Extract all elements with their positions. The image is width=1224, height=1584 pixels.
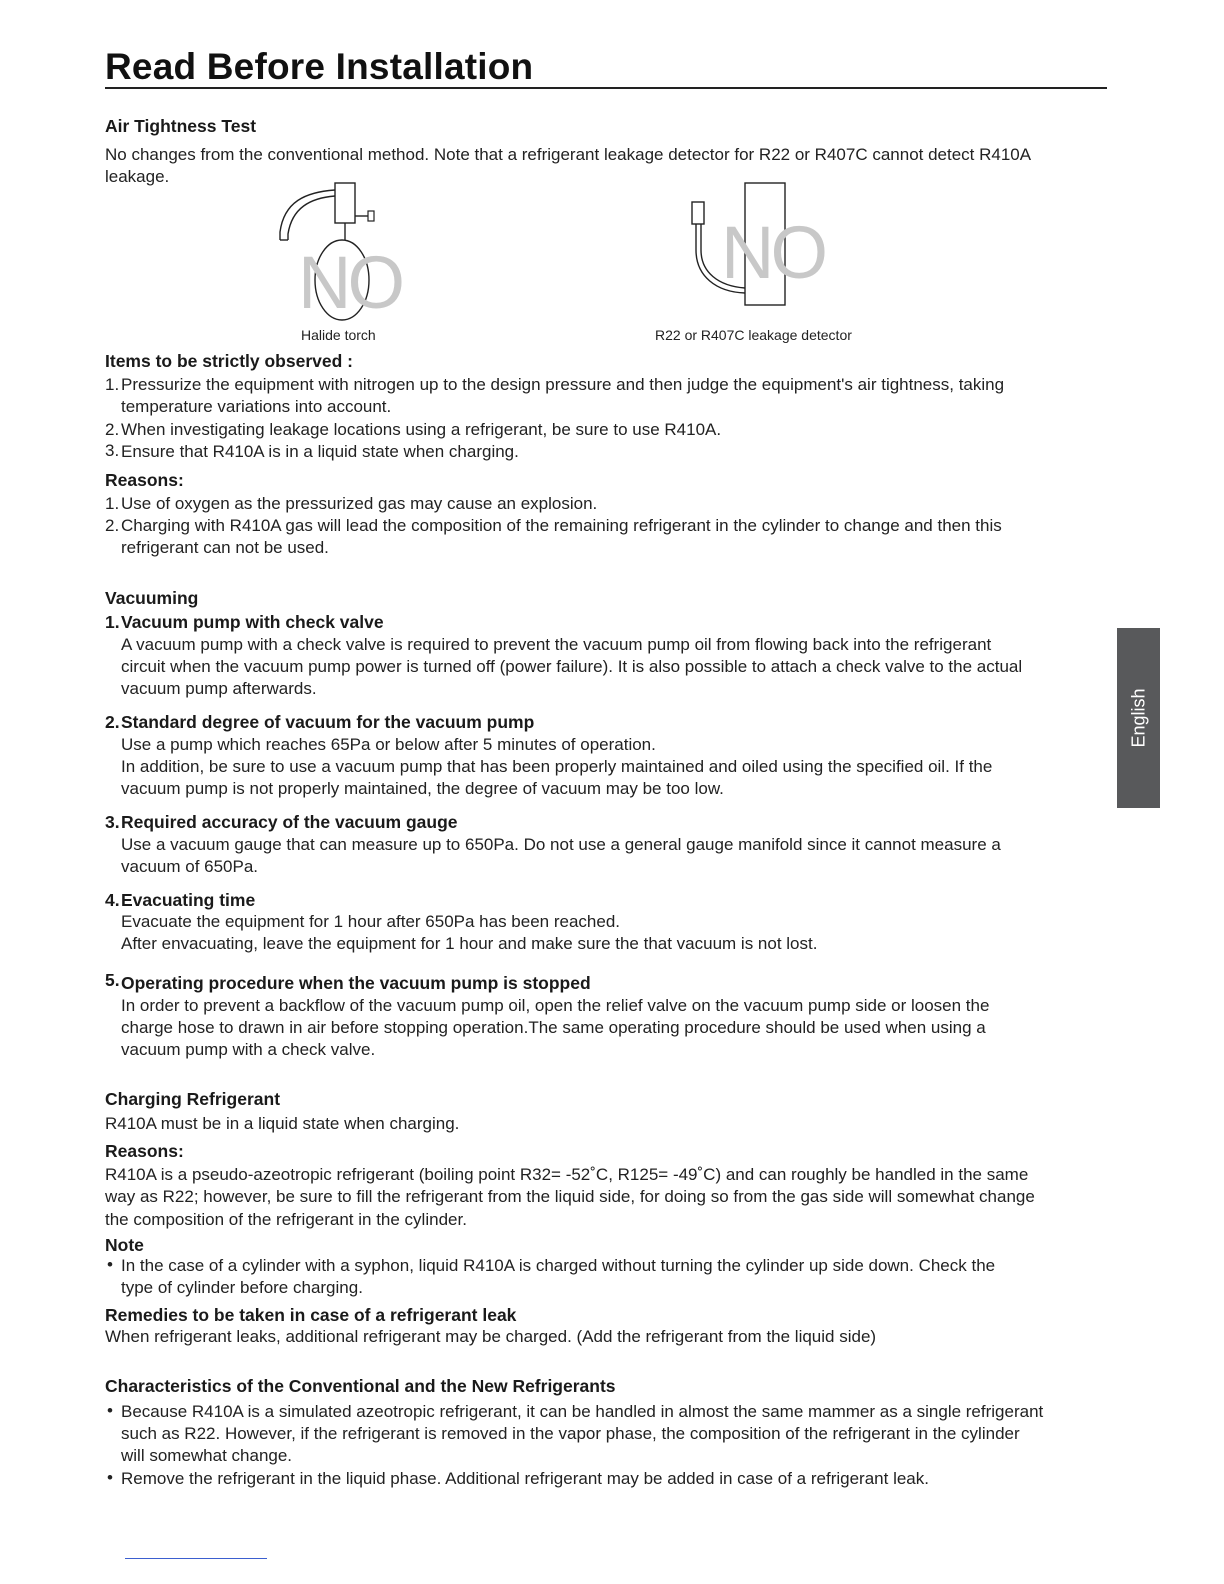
observe-item-3-line1: Ensure that R410A is in a liquid state when charging.	[121, 442, 519, 461]
vac-item-1-line3: vacuum pump afterwards.	[121, 679, 317, 698]
page-title: Read Before Installation	[105, 46, 534, 87]
vac-item-5-title: Operating procedure when the vacuum pump is stopped	[121, 973, 591, 993]
vac-item-3-line1: Use a vacuum gauge that can measure up to 650Pa. Do not use a general gauge manifold since it cannot measure a	[121, 835, 1001, 854]
air-tightness-heading: Air Tightness Test	[105, 116, 257, 136]
characteristics-heading: Characteristics of the Conventional and the New Refrigerants	[105, 1376, 616, 1396]
note-bullet: •	[107, 1255, 113, 1274]
vac-item-2-line2: In addition, be sure to use a vacuum pump that has been properly maintained and oiled using the specified oil. If the	[121, 757, 993, 776]
vac-item-5-line3: vacuum pump with a check valve.	[121, 1040, 376, 1059]
vac-item-1-line2: circuit when the vacuum pump power is turned off (power failure). It is also possible to attach a check valve to the actual	[121, 657, 1023, 676]
vac-item-1-title: Vacuum pump with check valve	[121, 612, 384, 632]
halide-torch-no-mark: NO	[298, 241, 401, 324]
charging-heading: Charging Refrigerant	[105, 1089, 281, 1109]
vac-item-2-num: 2.	[105, 712, 120, 732]
char-bullet-2-line1: Remove the refrigerant in the liquid phase. Additional refrigerant may be added in case of a refrigerant leak.	[121, 1469, 929, 1488]
title-underline	[105, 87, 1107, 89]
footer-rule	[125, 1558, 267, 1559]
vac-item-5-line1: In order to prevent a backflow of the vacuum pump oil, open the relief valve on the vacuum pump side or loosen the	[121, 996, 990, 1015]
vac-item-1-line1: A vacuum pump with a check valve is required to prevent the vacuum pump oil from flowing back into the refrigerant	[121, 635, 992, 654]
vac-item-3-title: Required accuracy of the vacuum gauge	[121, 812, 458, 832]
char-bullet-2-dot: •	[107, 1468, 113, 1487]
air-reason-1-num: 1.	[105, 494, 120, 513]
air-reasons-heading: Reasons:	[105, 470, 184, 490]
vac-item-5-line2: charge hose to drawn in air before stopping operation.The same operating procedure should be used when using a	[121, 1018, 986, 1037]
charging-reasons-line1: R410A is a pseudo-azeotropic refrigerant (boiling point R32= -52˚C, R125= -49˚C) and can roughly be handled in the same	[105, 1165, 1029, 1184]
leakage-detector-no-mark: NO	[721, 211, 824, 294]
air-tightness-intro-line2: leakage.	[105, 167, 170, 186]
observe-heading: Items to be strictly observed :	[105, 351, 353, 371]
vac-item-2-title: Standard degree of vacuum for the vacuum pump	[121, 712, 535, 732]
charging-reasons-line3: the composition of the refrigerant in the cylinder.	[105, 1210, 467, 1229]
note-line1: In the case of a cylinder with a syphon, liquid R410A is charged without turning the cylinder up side down. Check the	[121, 1256, 996, 1275]
vac-item-4-line2: After envacuating, leave the equipment for 1 hour and make sure the that vacuum is not lost.	[121, 934, 818, 953]
vac-item-4-title: Evacuating time	[121, 890, 256, 910]
note-line2: type of cylinder before charging.	[121, 1278, 363, 1297]
observe-item-3-num: 3.	[105, 441, 120, 460]
vac-item-4-num: 4.	[105, 890, 120, 910]
leakage-detector-caption: R22 or R407C leakage detector	[655, 327, 852, 343]
observe-item-1-line1: Pressurize the equipment with nitrogen up to the design pressure and then judge the equipment's air tightness, taking	[121, 375, 1005, 394]
remedies-heading: Remedies to be taken in case of a refrigerant leak	[105, 1305, 517, 1325]
language-tab-label: English	[1128, 688, 1148, 748]
air-reason-2-line2: refrigerant can not be used.	[121, 538, 329, 557]
charging-reasons-heading: Reasons:	[105, 1141, 184, 1161]
air-reason-2-line1: Charging with R410A gas will lead the composition of the remaining refrigerant in the cylinder to change and then this	[121, 516, 1002, 535]
air-reason-2-num: 2.	[105, 516, 120, 535]
vac-item-1-num: 1.	[105, 612, 120, 632]
char-bullet-1-dot: •	[107, 1401, 113, 1420]
char-bullet-1-line1: Because R410A is a simulated azeotropic refrigerant, it can be handled in almost the same mammer as a single refrigerant	[121, 1402, 1044, 1421]
vac-item-3-num: 3.	[105, 812, 120, 832]
vacuuming-heading: Vacuuming	[105, 588, 199, 608]
air-tightness-intro-line1: No changes from the conventional method. Note that a refrigerant leakage detector for R22 or R407C cannot detect R410A	[105, 145, 1032, 164]
charging-reasons-line2: way as R22; however, be sure to fill the refrigerant from the liquid side, for doing so from the gas side will somewhat change	[105, 1187, 1035, 1206]
vac-item-2-line1: Use a pump which reaches 65Pa or below after 5 minutes of operation.	[121, 735, 656, 754]
vac-item-3-line2: vacuum of 650Pa.	[121, 857, 259, 876]
language-tab	[1117, 628, 1160, 808]
observe-item-2-num: 2.	[105, 420, 120, 439]
note-heading: Note	[105, 1235, 144, 1255]
vac-item-5-num: 5.	[105, 970, 120, 990]
observe-item-1-line2: temperature variations into account.	[121, 397, 392, 416]
vac-item-2-line3: vacuum pump is not properly maintained, the degree of vacuum may be too low.	[121, 779, 724, 798]
vac-item-4-line1: Evacuate the equipment for 1 hour after 650Pa has been reached.	[121, 912, 621, 931]
observe-item-2-line1: When investigating leakage locations using a refrigerant, be sure to use R410A.	[121, 420, 722, 439]
char-bullet-1-line3: will somewhat change.	[121, 1446, 293, 1465]
charging-line: R410A must be in a liquid state when charging.	[105, 1114, 460, 1133]
remedies-line: When refrigerant leaks, additional refrigerant may be charged. (Add the refrigerant from the liquid side)	[105, 1327, 877, 1346]
air-reason-1-line1: Use of oxygen as the pressurized gas may cause an explosion.	[121, 494, 598, 513]
char-bullet-1-line2: such as R22. However, if the refrigerant is removed in the vapor phase, the composition of the refrigerant in the cylinder	[121, 1424, 1020, 1443]
halide-torch-caption: Halide torch	[301, 327, 376, 343]
observe-item-1-num: 1.	[105, 375, 120, 394]
